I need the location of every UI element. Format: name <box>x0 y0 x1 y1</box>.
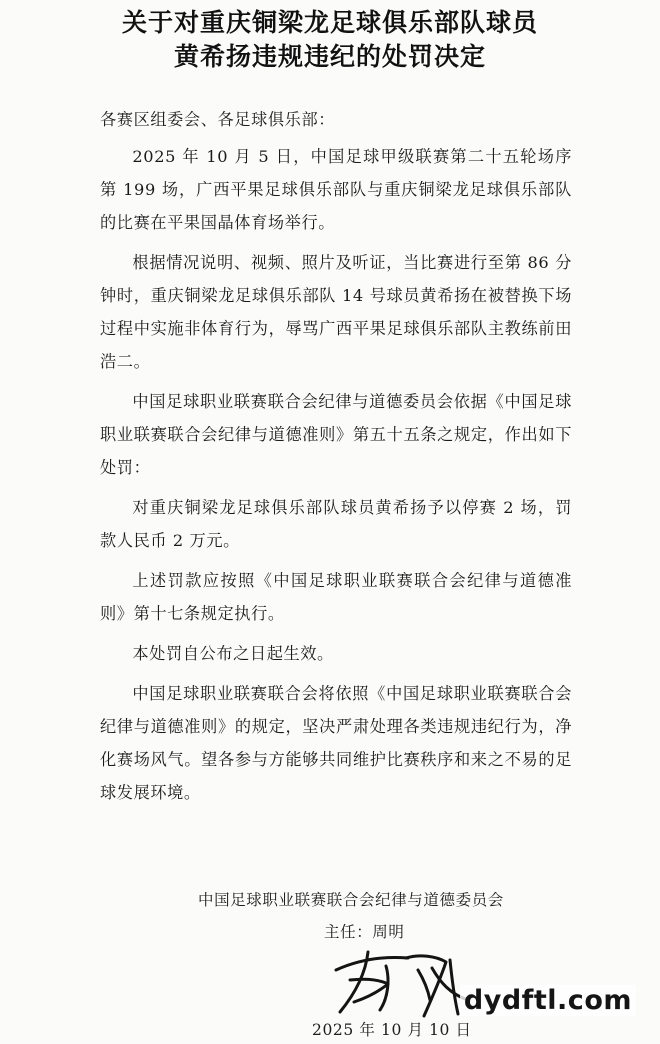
document-body <box>100 140 572 816</box>
salutation: 各赛区组委会、各足球俱乐部： <box>100 110 336 129</box>
signoff-director: 主任：周明 <box>324 923 405 941</box>
paragraph-basis: 中国足球职业联赛联合会纪律与道德委员会依据《中国足球职业联赛联合会纪律与道德准则》第五十五条之规定，作出如下处罚： <box>100 392 572 477</box>
document-title-line-2: 黄希扬违规违纪的处罚决定 <box>173 42 486 71</box>
signoff-date: 2025 年 10 月 10 日 <box>312 1021 472 1039</box>
paragraph-penalty: 对重庆铜梁龙足球俱乐部队球员黄希扬予以停赛 2 场，罚款人民币 2 万元。 <box>100 498 572 550</box>
paragraph-incident: 根据情况说明、视频、照片及听证，当比赛进行至第 86 分钟时，重庆铜梁龙足球俱乐部队 14 号球员黄希扬在被替换下场过程中实施非体育行为，辱骂广西平果足球俱乐部队主教练前田浩二。 <box>100 253 572 371</box>
watermark: dydftl.com <box>460 985 636 1016</box>
paragraph-fine-execution: 上述罚款应按照《中国足球职业联赛联合会纪律与道德准则》第十七条规定执行。 <box>100 571 572 623</box>
handwritten-signature <box>328 940 478 1020</box>
document-title-line-1: 关于对重庆铜梁龙足球俱乐部队球员 <box>121 8 538 37</box>
paragraph-match-info: 2025 年 10 月 5 日，中国足球甲级联赛第二十五轮场序第 199 场，广西平果足球俱乐部队与重庆铜梁龙足球俱乐部队的比赛在平果国晶体育场举行。 <box>100 147 572 232</box>
paragraph-effective: 本处罚自公布之日起生效。 <box>132 644 334 663</box>
paragraph-closing-statement: 中国足球职业联赛联合会将依照《中国足球职业联赛联合会纪律与道德准则》的规定，坚决严肃处理各类违规违纪行为，净化赛场风气。望各参与方能够共同维护比赛秩序和来之不易的足球发展环境。 <box>100 684 572 802</box>
signoff-organization: 中国足球职业联赛联合会纪律与道德委员会 <box>198 891 504 909</box>
